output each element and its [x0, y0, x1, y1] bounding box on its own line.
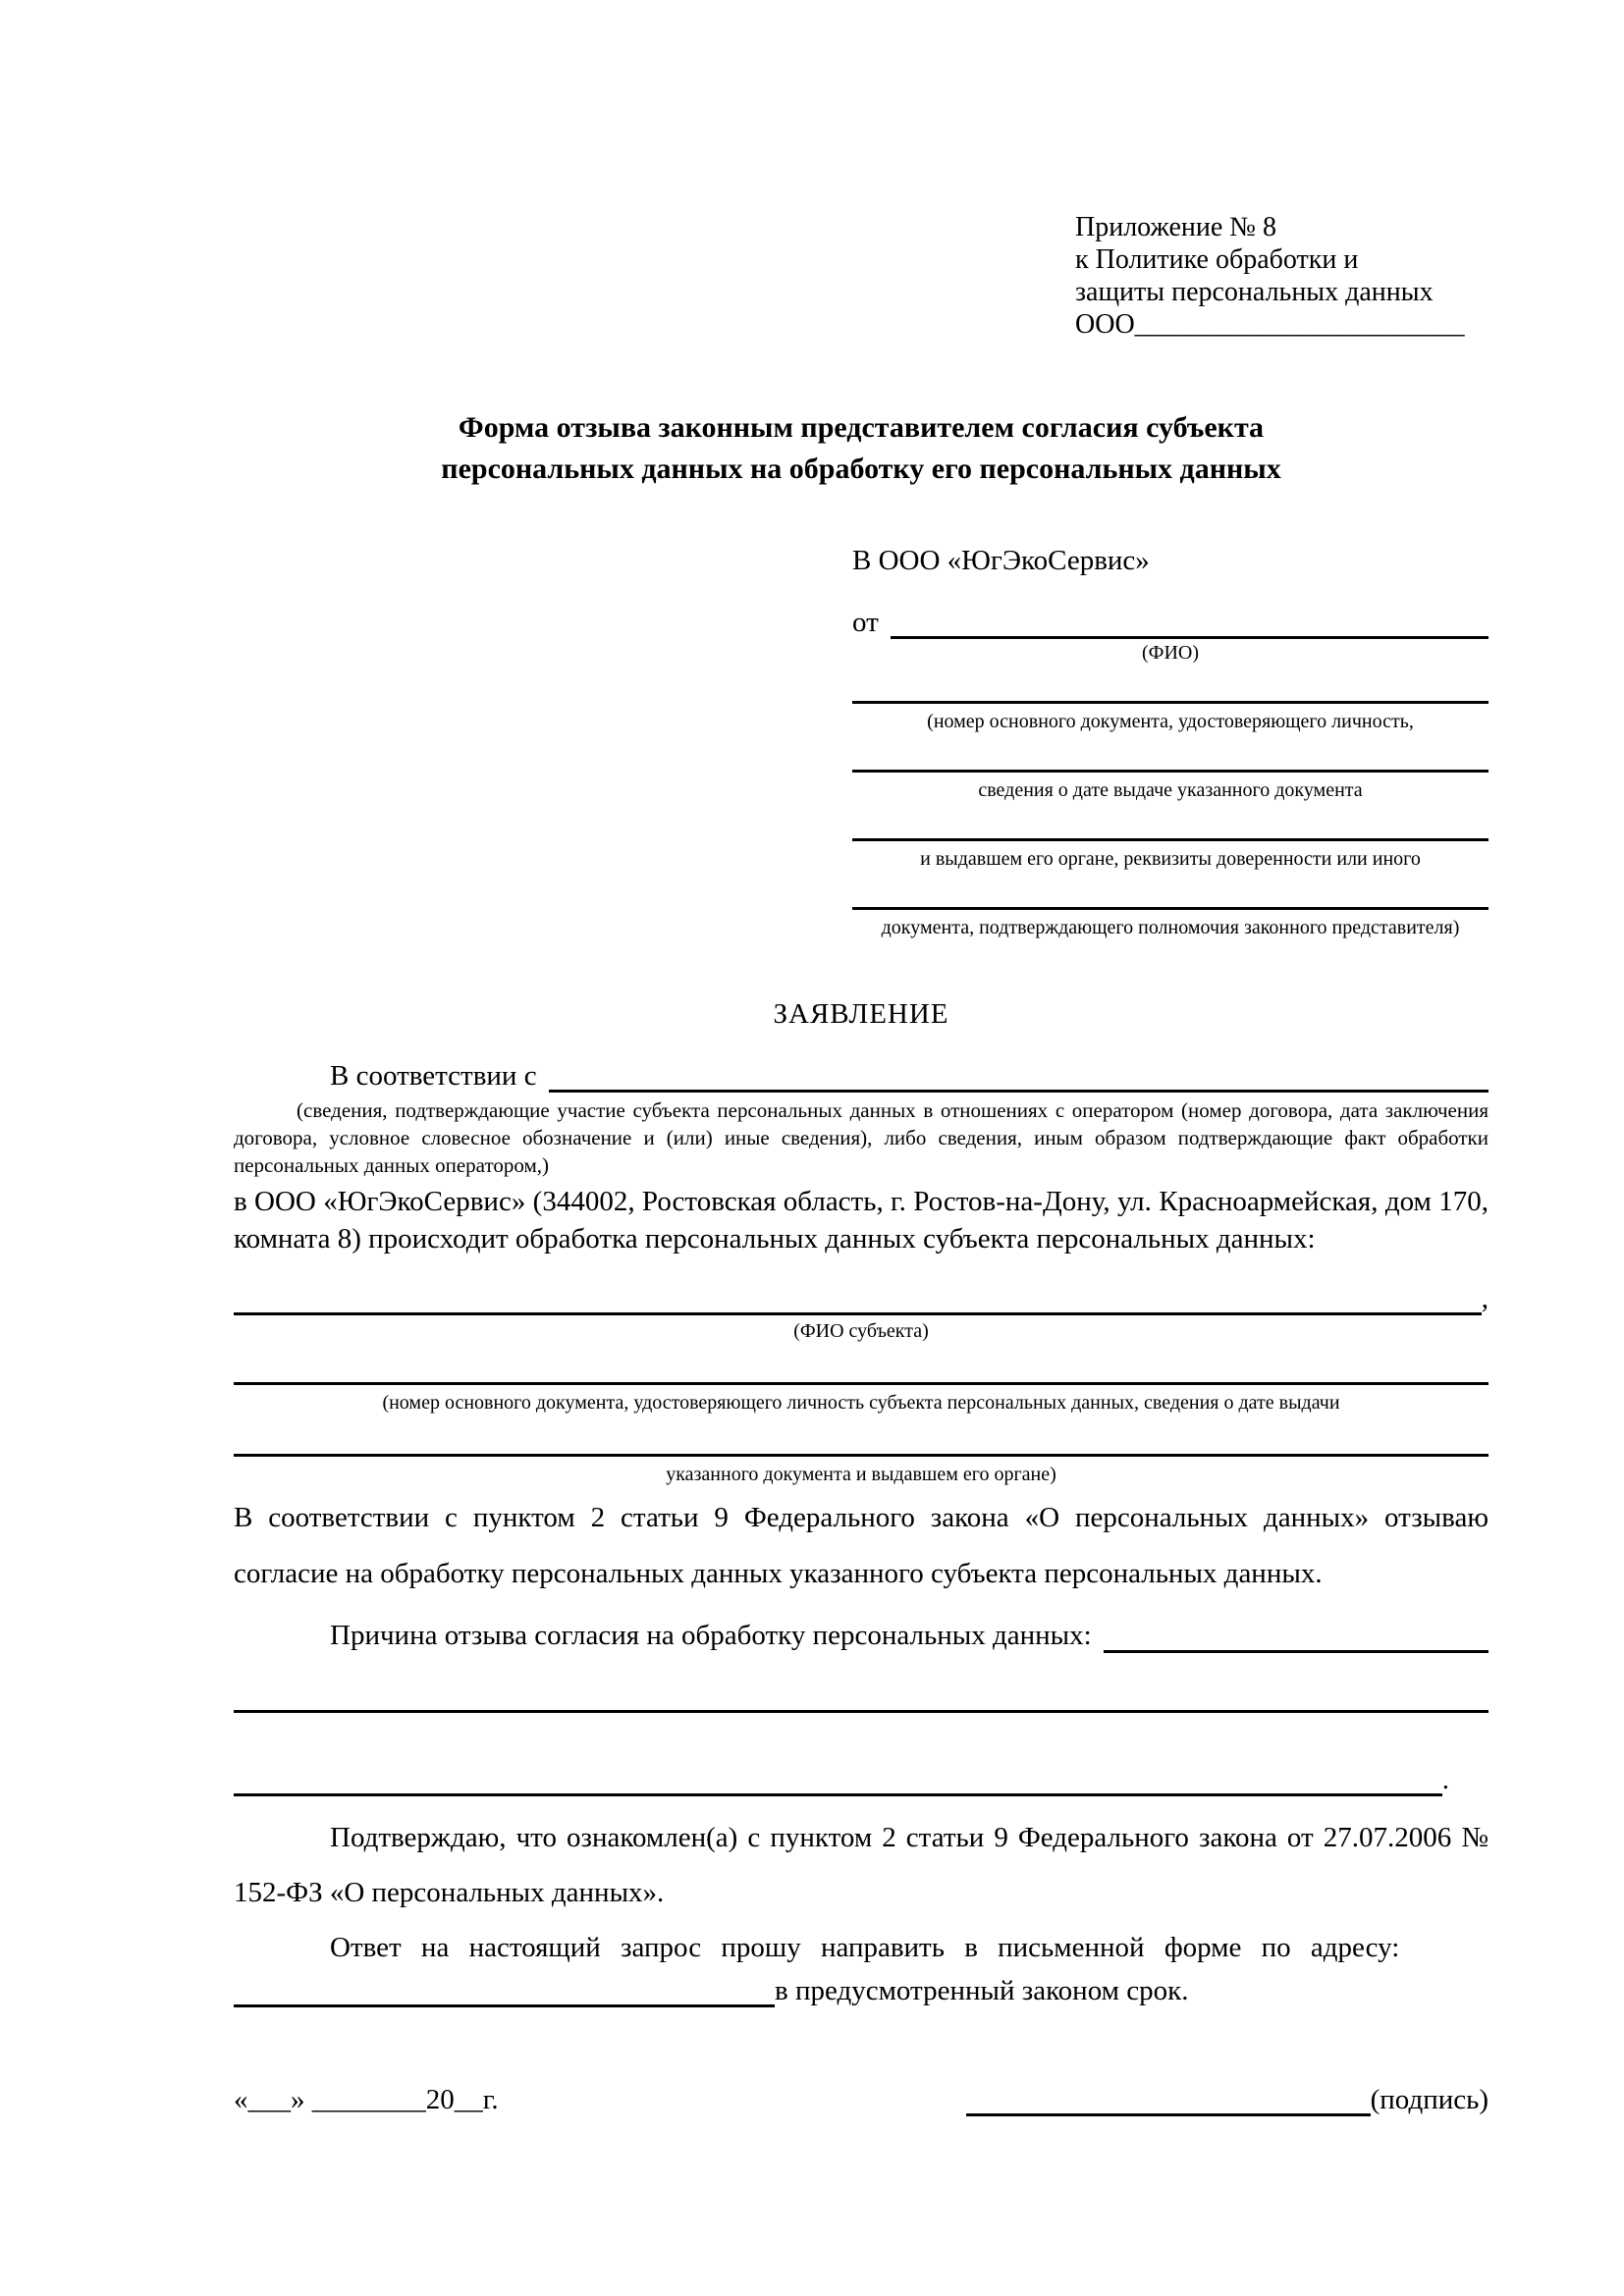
blank-line: [852, 701, 1489, 704]
subject-fio-caption: (ФИО субъекта): [793, 1320, 929, 1342]
reason-row: [234, 1618, 1489, 1653]
from-label: от: [852, 607, 879, 638]
appendix-line: Приложение № 8: [1075, 212, 1276, 242]
sentence-period: .: [1441, 1764, 1449, 1795]
subject-doc-caption-group: [234, 1382, 1489, 1415]
form-title-line-1: Форма отзыва законным представителем согласия субъекта: [458, 411, 1265, 444]
subject-doc-caption-group: [234, 1454, 1489, 1486]
blank-caption: документа, подтверждающего полномочия законного представителя): [881, 917, 1460, 938]
blank-caption: и выдавшем его органе, реквизиты доверенности или иного: [920, 848, 1421, 870]
subject-doc-caption: указанного документа и выдавшем его органе): [666, 1464, 1056, 1485]
operator-paragraph: в ООО «ЮгЭкоСервис» (344002, Ростовская область, г. Ростов-на-Дону, ул. Красноармейская, дом 170, комната 8) происходит обработка персональных данных субъекта персональных данных:: [234, 1186, 1489, 1255]
blank-line: [852, 907, 1489, 910]
blank-line: [234, 1382, 1489, 1385]
reason-blank-line: [1104, 1642, 1489, 1653]
reply-address-blank-line: [234, 1997, 775, 2007]
date-blank-line: «___» ________20__г.: [234, 2084, 499, 2115]
addressee-block: [852, 545, 1489, 939]
appendix-line: к Политике обработки и: [1075, 244, 1359, 275]
statement-heading: ЗАЯВЛЕНИЕ: [773, 998, 949, 1030]
in-accordance-row: [234, 1060, 1489, 1093]
withdrawal-paragraph: В соответствии с пунктом 2 статьи 9 Федерального закона «О персональных данных» отзываю согласие на обработку персональных данных указанного субъекта персональных данных.: [234, 1502, 1489, 1589]
from-row: [852, 607, 1489, 639]
confirmation-paragraph: Подтверждаю, что ознакомлен(а) с пунктом 2 статьи 9 Федерального закона от 27.07.2006 № 152-ФЗ «О персональных данных».: [234, 1822, 1489, 1908]
blank-line: [852, 838, 1489, 841]
signature-group: [966, 2084, 1489, 2116]
fio-caption: (ФИО): [1141, 642, 1199, 664]
footer-row: [234, 2084, 1489, 2116]
blank-line: [234, 1454, 1489, 1457]
blank-line: [234, 1710, 1489, 1713]
in-accordance-label: В соответствии с: [330, 1060, 537, 1092]
subject-fio-row: [234, 1283, 1489, 1315]
from-blank-line: [891, 628, 1489, 639]
reply-address-row: [234, 1975, 1489, 2007]
blank-line: [234, 1786, 1442, 1796]
appendix-line: защиты персональных данных: [1075, 277, 1434, 307]
blank-caption-group: [852, 907, 1489, 939]
reply-tail-text: в предусмотренный законом срок.: [775, 1975, 1189, 2006]
signature-caption: (подпись): [1370, 2084, 1489, 2115]
blank-line: [852, 770, 1489, 773]
in-accordance-blank-line: [549, 1082, 1489, 1093]
blank-caption: (номер основного документа, удостоверяющего личность,: [927, 711, 1414, 732]
reply-paragraph: Ответ на настоящий запрос прошу направить в письменной форме по адресу:: [330, 1932, 1400, 1963]
subject-fio-comma: ,: [1481, 1283, 1489, 1314]
blank-caption-group: [852, 838, 1489, 871]
blank-caption: сведения о дате выдаче указанного документа: [978, 779, 1363, 801]
blank-caption-group: [852, 701, 1489, 733]
subject-fio-blank-line: [234, 1305, 1482, 1315]
appendix-header: [1075, 211, 1489, 341]
form-title: [234, 407, 1489, 490]
form-title-line-2: персональных данных на обработку его персональных данных: [441, 453, 1281, 485]
reason-label: Причина отзыва согласия на обработку персональных данных:: [330, 1620, 1092, 1651]
signature-blank-line: [966, 2106, 1371, 2116]
subject-doc-caption: (номер основного документа, удостоверяющего личность субъекта персональных данных, сведения о дате выдачи: [382, 1392, 1340, 1414]
appendix-line-ooo-blank: ООО________________________: [1075, 309, 1465, 340]
addressee-organization: В ООО «ЮгЭкоСервис»: [852, 545, 1150, 576]
in-accordance-caption: (сведения, подтверждающие участие субъекта персональных данных в отношениях с оператором (номер договора, дата заключения договора, условное словесное обозначение и (или) иные сведения), либо сведения, иным образом подтверждающие факт обработки персональных данных оператором,): [234, 1098, 1489, 1177]
blank-line-row: [234, 1764, 1489, 1796]
blank-caption-group: [852, 770, 1489, 802]
